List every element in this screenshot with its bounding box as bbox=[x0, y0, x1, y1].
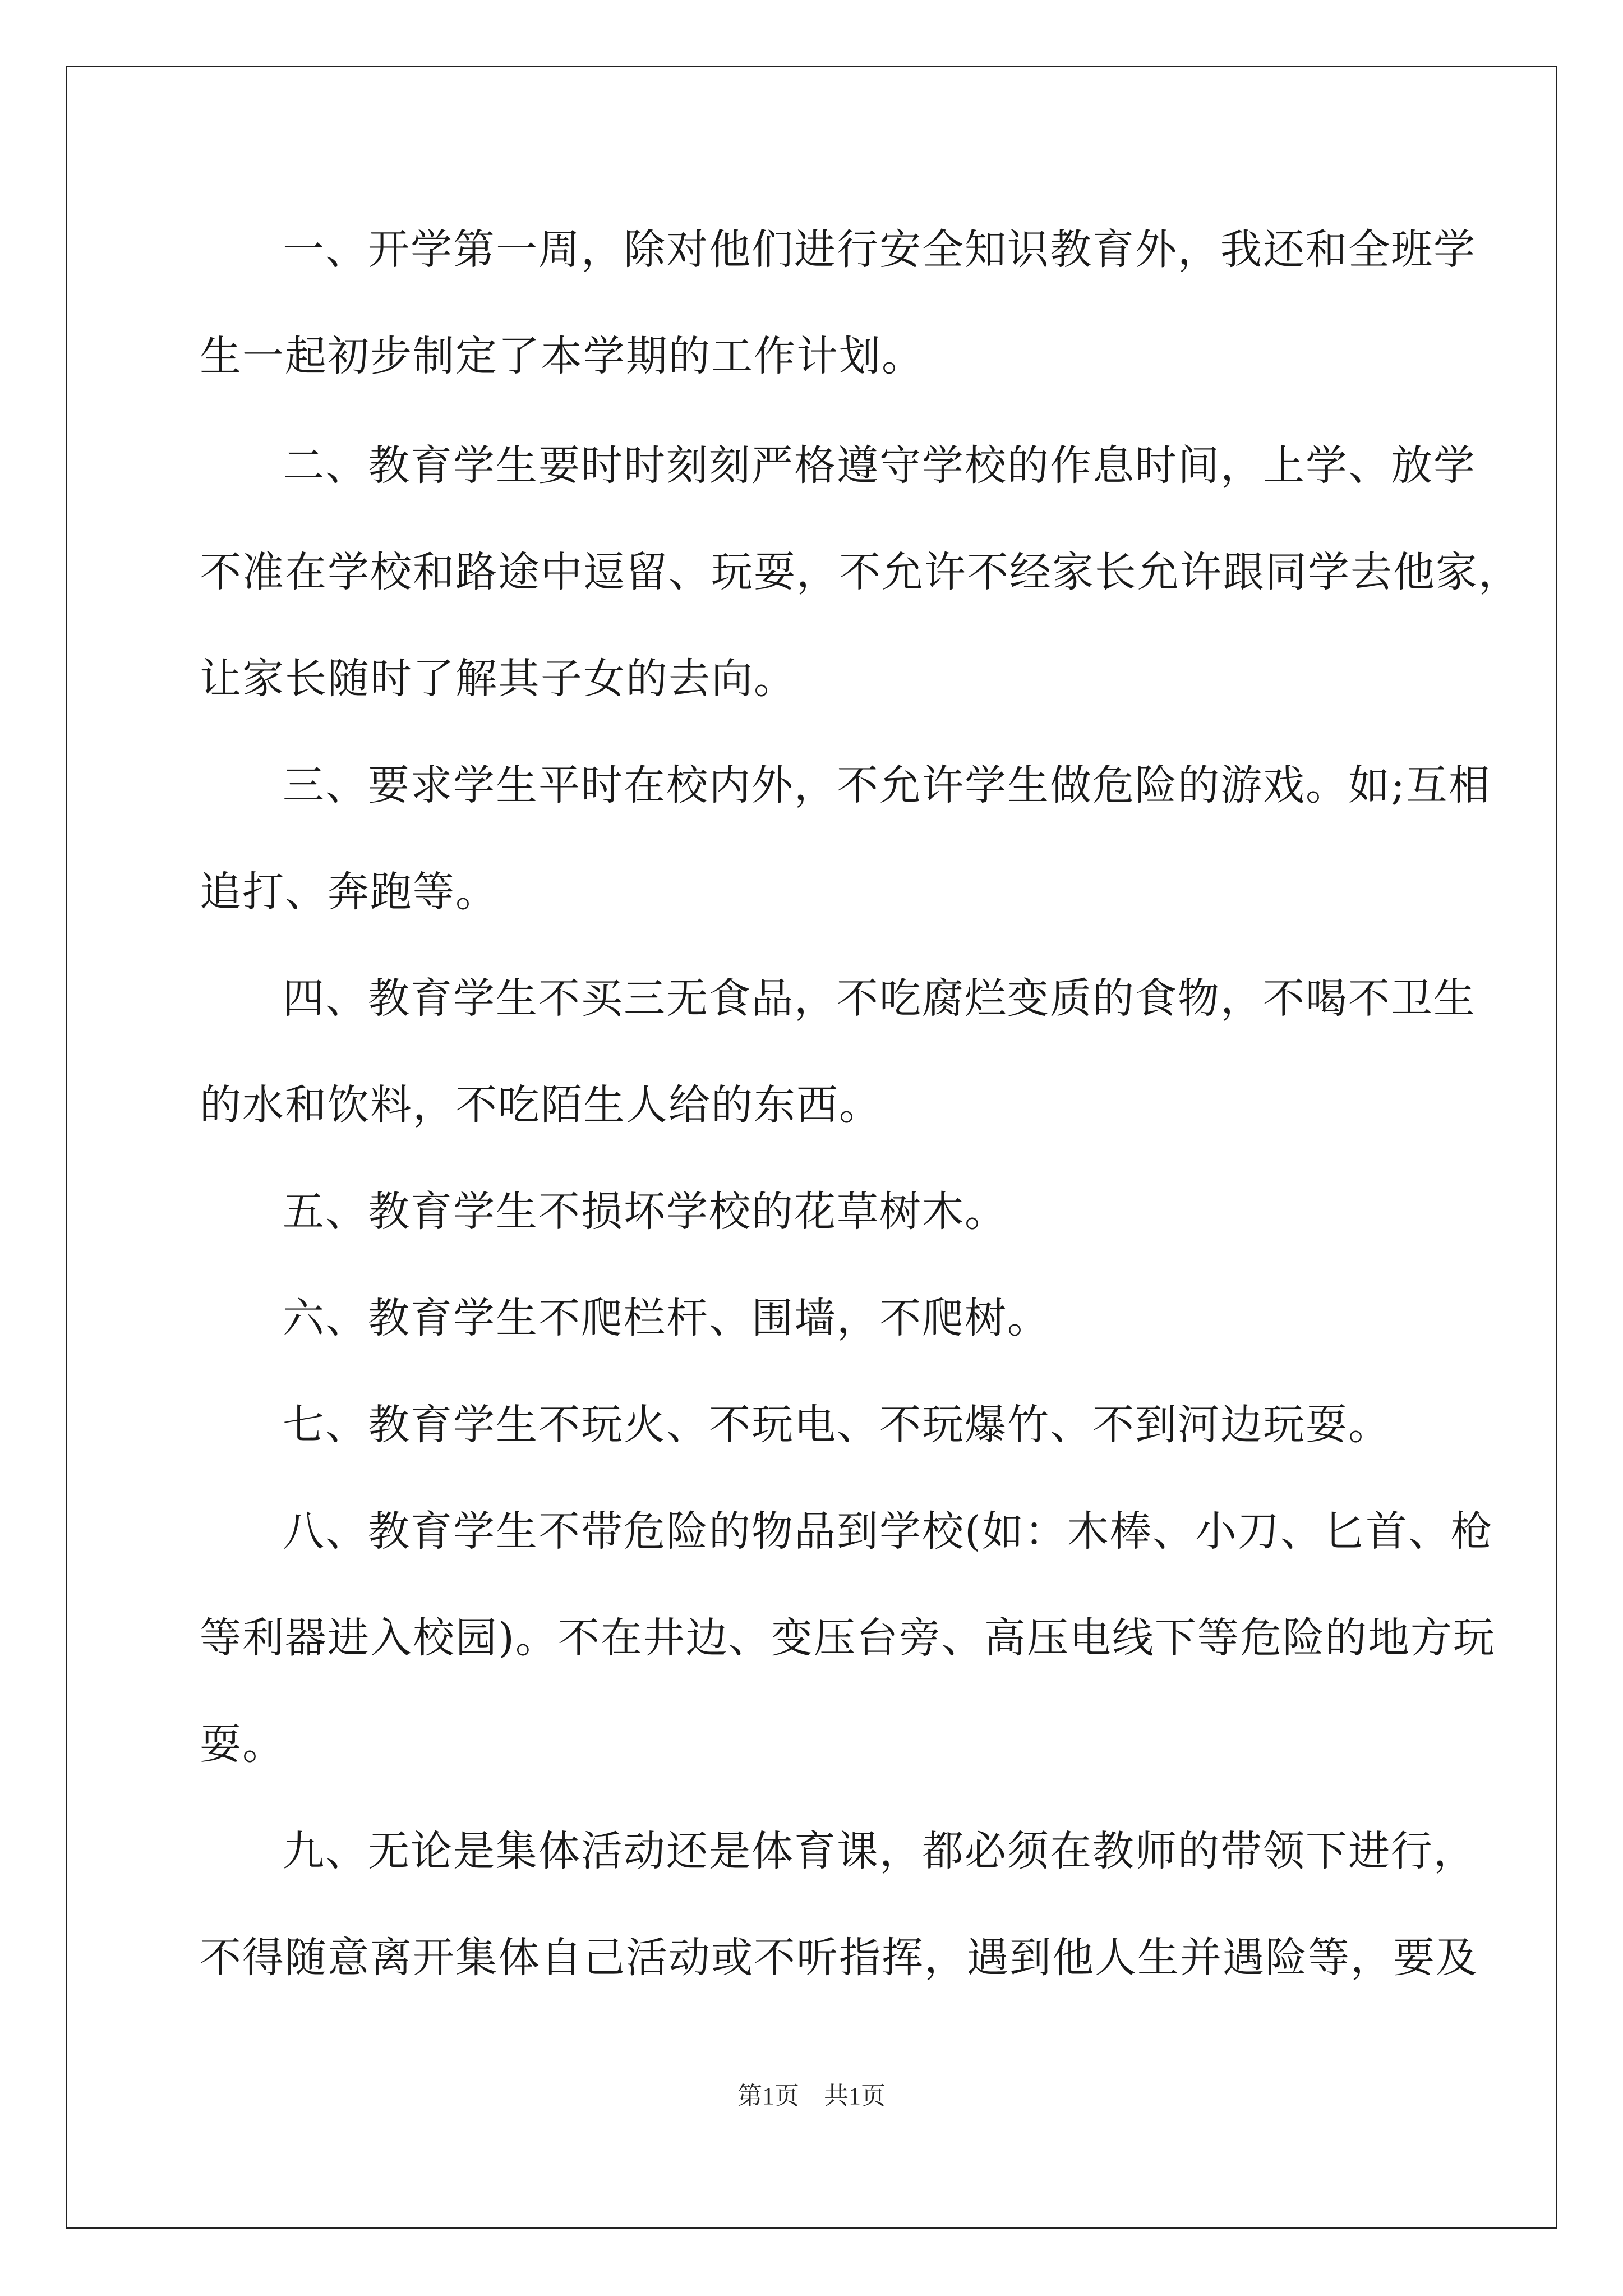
paragraph-1-line-1: 一、开学第一周，除对他们进行安全知识教育外，我还和全班学 bbox=[283, 226, 1476, 274]
paragraph-9-line-1: 九、无论是集体活动还是体育课，都必须在教师的带领下进行， bbox=[283, 1827, 1476, 1875]
paragraph-1-line-2: 生一起初步制定了本学期的工作计划。 bbox=[200, 332, 924, 380]
paragraph-8-line-3: 耍。 bbox=[200, 1720, 285, 1769]
paragraph-8-line-2: 等利器进入校园)。不在井边、变压台旁、高压电线下等危险的地方玩 bbox=[200, 1614, 1496, 1662]
paragraph-9-line-2: 不得随意离开集体自己活动或不听指挥，遇到他人生并遇险等，要及 bbox=[200, 1934, 1478, 1982]
paragraph-5-line-1: 五、教育学生不损坏学校的花草树木。 bbox=[283, 1188, 1007, 1236]
paragraph-2-line-3: 让家长随时了解其子女的去向。 bbox=[200, 655, 796, 703]
paragraph-3-line-1: 三、要求学生平时在校内外，不允许学生做危险的游戏。如;互相 bbox=[283, 761, 1491, 809]
paragraph-7-line-1: 七、教育学生不玩火、不玩电、不玩爆竹、不到河边玩耍。 bbox=[283, 1401, 1391, 1449]
paragraph-2-line-2: 不准在学校和路途中逗留、玩耍，不允许不经家长允许跟同学去他家， bbox=[200, 548, 1521, 596]
page-frame bbox=[66, 66, 1557, 2229]
page-number-footer: 第1页 共1页 bbox=[737, 2082, 886, 2110]
paragraph-2-line-1: 二、教育学生要时时刻刻严格遵守学校的作息时间，上学、放学 bbox=[283, 441, 1476, 490]
paragraph-4-line-2: 的水和饮料，不吃陌生人给的东西。 bbox=[200, 1081, 882, 1129]
paragraph-4-line-1: 四、教育学生不买三无食品，不吃腐烂变质的食物，不喝不卫生 bbox=[283, 974, 1476, 1023]
paragraph-8-line-1: 八、教育学生不带危险的物品到学校(如：木棒、小刀、匕首、枪 bbox=[283, 1507, 1493, 1556]
paragraph-6-line-1: 六、教育学生不爬栏杆、围墙，不爬树。 bbox=[283, 1294, 1050, 1342]
paragraph-3-line-2: 追打、奔跑等。 bbox=[200, 868, 498, 916]
